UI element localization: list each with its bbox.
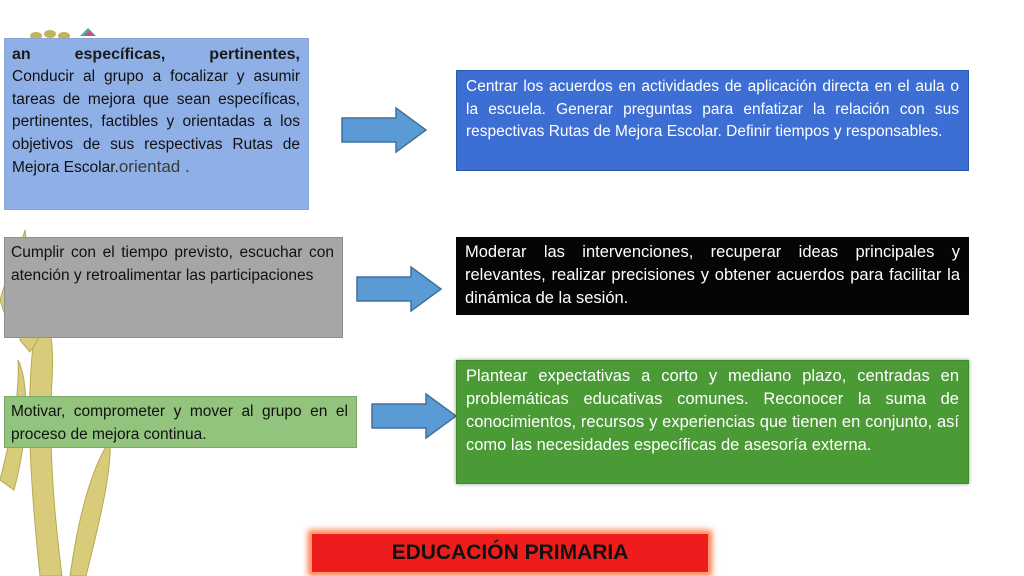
left-box-tail: orientad . <box>118 157 190 176</box>
right-box-text: Moderar las intervenciones, recuperar ideas principales y relevantes, realizar precisiones y obtener acuerdos para facilitar la dinámica de la sesión. <box>465 243 960 307</box>
right-box-text: Plantear expectativas a corto y mediano plazo, centradas en problemáticas educativas comunes. Reconocer la suma de conocimientos, recursos y experiencias que tienen en conjunto, así como las necesidades específicas de asesoría externa. <box>466 367 959 454</box>
left-box-text: Cumplir con el tiempo previsto, escuchar con atención y retroalimentar las participaciones <box>11 244 334 284</box>
left-box-text: Conducir al grupo a focalizar y asumir tareas de mejora que sean específicas, pertinentes, factibles y orientadas a los objetivos de sus respectivas Rutas de Mejora Escolar. <box>12 68 300 176</box>
right-arrow-icon <box>355 265 443 313</box>
right-box-agreements <box>456 70 969 171</box>
right-box-text: Centrar los acuerdos en actividades de aplicación directa en el aula o la escuela. Generar preguntas para enfatizar la relación con sus respectivas Rutas de Mejora Escolar. Definir tiempos y responsables. <box>466 78 959 140</box>
right-box-expectations <box>456 360 969 484</box>
right-arrow-icon <box>340 106 428 154</box>
right-arrow-icon <box>370 392 458 440</box>
level-banner: EDUCACIÓN PRIMARIA <box>310 532 710 574</box>
left-box-focus <box>4 38 309 210</box>
left-box-time <box>4 237 343 338</box>
left-box-header: an específicas, pertinentes, <box>12 46 300 63</box>
right-box-moderate <box>456 237 969 315</box>
left-box-text: Motivar, comprometer y mover al grupo en el proceso de mejora continua. <box>11 403 348 443</box>
left-box-motivate <box>4 396 357 448</box>
